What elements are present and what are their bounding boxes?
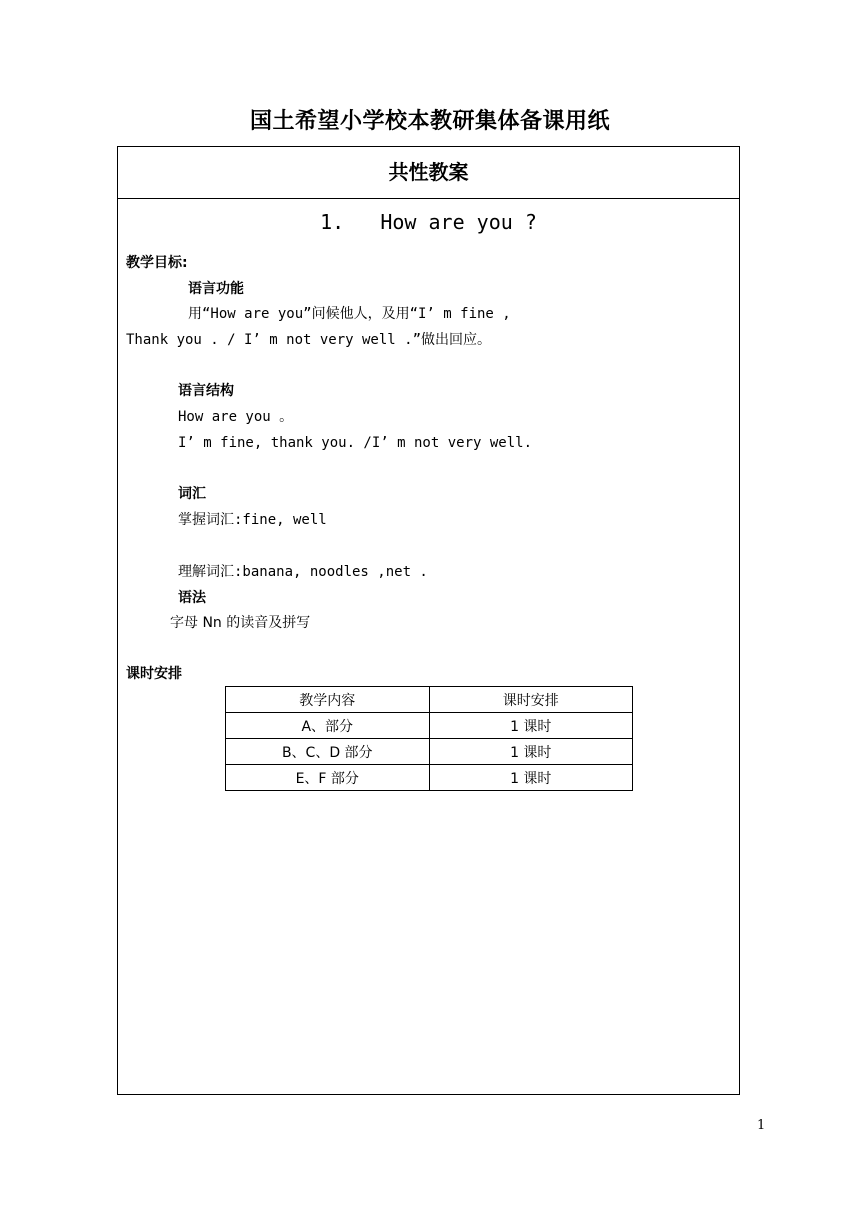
objectives-heading: 教学目标:	[126, 255, 188, 271]
structure-line-2: I’ m fine, thank you. /I’ m not very well.	[178, 435, 533, 451]
lesson-title: 1. How are you ?	[320, 210, 537, 234]
vocab-master: 掌握词汇:fine, well	[178, 512, 327, 528]
table-header-cell: 课时安排	[429, 687, 633, 713]
table-cell: E、F 部分	[226, 765, 430, 791]
table-cell: A、部分	[226, 713, 430, 739]
schedule-heading: 课时安排	[126, 666, 182, 682]
page-title: 国土希望小学校本教研集体备课用纸	[249, 109, 610, 134]
function-line-2: Thank you . / I’ m not very well .”做出回应。	[126, 332, 492, 348]
vocab-heading: 词汇	[178, 486, 206, 502]
structure-heading: 语言结构	[178, 383, 234, 399]
structure-line-1: How are you 。	[178, 409, 294, 425]
table-header-row	[226, 687, 633, 713]
table-cell: B、C、D 部分	[226, 739, 430, 765]
vocab-understand: 理解词汇:banana, noodles ,net .	[178, 564, 428, 580]
table-cell: 1 课时	[429, 739, 633, 765]
grammar-heading: 语法	[178, 590, 206, 606]
table-row	[226, 739, 633, 765]
table-row	[226, 765, 633, 791]
table-row	[226, 713, 633, 739]
page-number: 1	[757, 1118, 766, 1133]
schedule-table	[225, 686, 633, 791]
function-heading: 语言功能	[188, 281, 244, 297]
grammar-line: 字母 Nn 的读音及拼写	[170, 615, 311, 631]
table-header-cell: 教学内容	[226, 687, 430, 713]
table-cell: 1 课时	[429, 713, 633, 739]
table-cell: 1 课时	[429, 765, 633, 791]
section-subtitle: 共性教案	[118, 147, 739, 199]
function-line-1: 用“How are you”问候他人，及用“I’ m fine ,	[188, 306, 511, 322]
